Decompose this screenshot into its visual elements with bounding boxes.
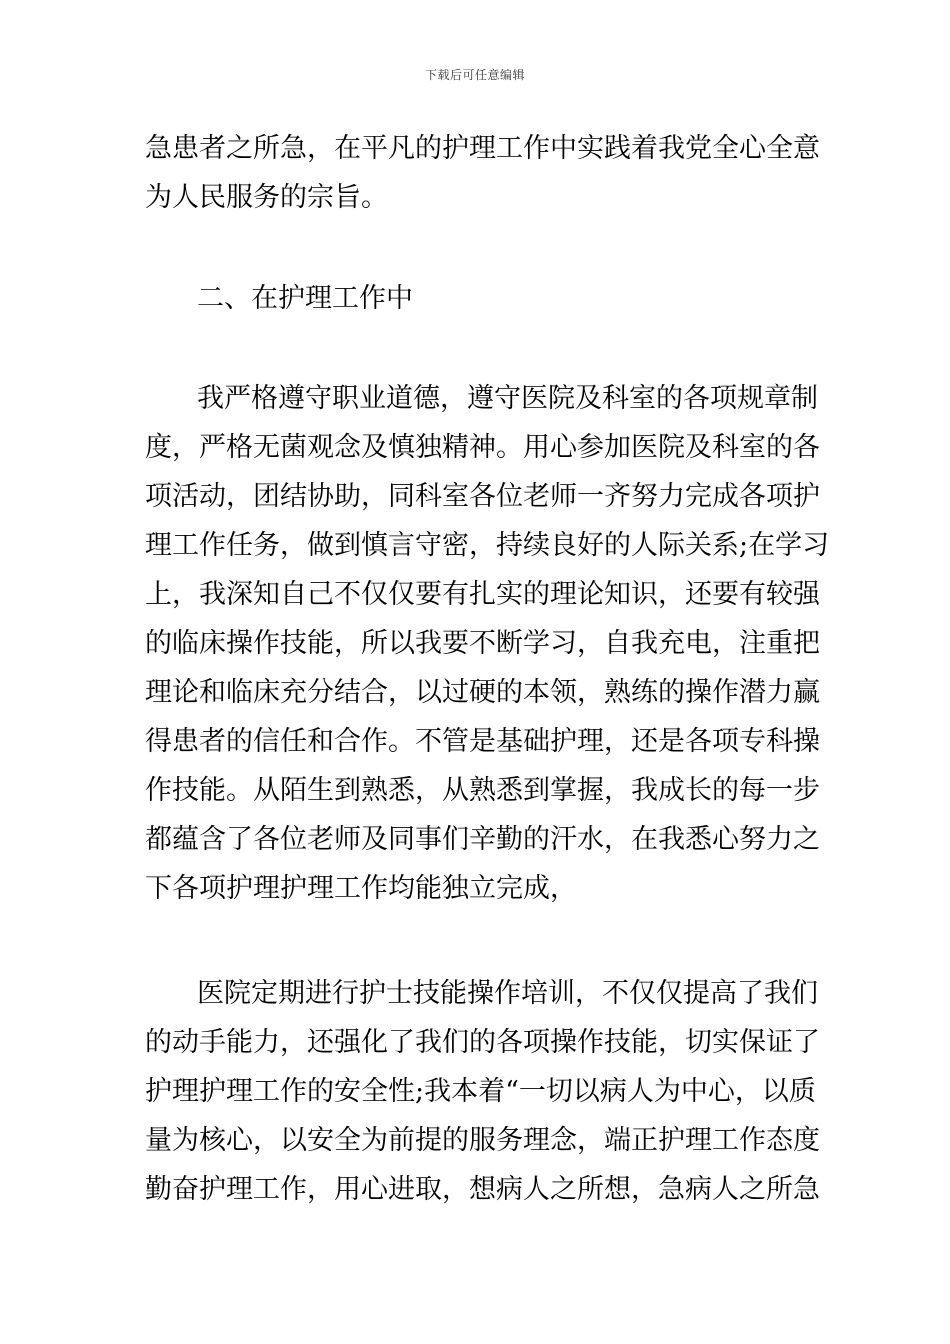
- section-heading: [145, 274, 807, 323]
- page-header: 下载后可任意编辑: [424, 68, 525, 82]
- text-line: 的动手能力，还强化了我们的各项操作技能，切实保证了: [145, 1027, 820, 1058]
- text-line: 理论和临床充分结合，以过硬的本领，熟练的操作潜力赢: [145, 677, 820, 708]
- heading-text: 二、在护理工作中: [197, 283, 413, 314]
- text-line: 都蕴含了各位老师及同事们辛勤的汗水，在我悉心努力之: [145, 824, 820, 855]
- text-line: 护理护理工作的安全性;我本着“一切以病人为中心，以质: [145, 1076, 816, 1107]
- paragraph: [145, 374, 830, 913]
- text-line: 急患者之所急，在平凡的护理工作中实践着我党全心全意: [145, 133, 820, 164]
- paragraph: [145, 969, 820, 1214]
- text-line: 作技能。从陌生到熟悉，从熟悉到掌握，我成长的每一步: [145, 775, 820, 806]
- text-line: 度，严格无菌观念及慎独精神。用心参加医院及科室的各: [145, 432, 820, 463]
- text-line: 理工作任务，做到慎言守密，持续良好的人际关系;在学习: [145, 530, 830, 561]
- text-line: 上，我深知自己不仅仅要有扎实的理论知识，还要有较强: [145, 579, 820, 610]
- text-line: 为人民服务的宗旨。: [145, 182, 388, 213]
- paragraph-continuation: [145, 124, 820, 222]
- text-line: 项活动，团结协助，同科室各位老师一齐努力完成各项护: [145, 481, 820, 512]
- text-line: 量为核心，以安全为前提的服务理念，端正护理工作态度: [145, 1125, 820, 1156]
- text-line: 的临床操作技能，所以我要不断学习，自我充电，注重把: [145, 628, 820, 659]
- text-line: 得患者的信任和合作。不管是基础护理，还是各项专科操: [145, 726, 820, 757]
- text-line: 下各项护理护理工作均能独立完成，: [145, 873, 577, 904]
- text-line: 我严格遵守职业道德，遵守医院及科室的各项规章制: [197, 383, 818, 414]
- text-line: 勤奋护理工作，用心进取，想病人之所想，急病人之所急: [145, 1174, 820, 1205]
- text-line: 医院定期进行护士技能操作培训，不仅仅提高了我们: [197, 978, 818, 1009]
